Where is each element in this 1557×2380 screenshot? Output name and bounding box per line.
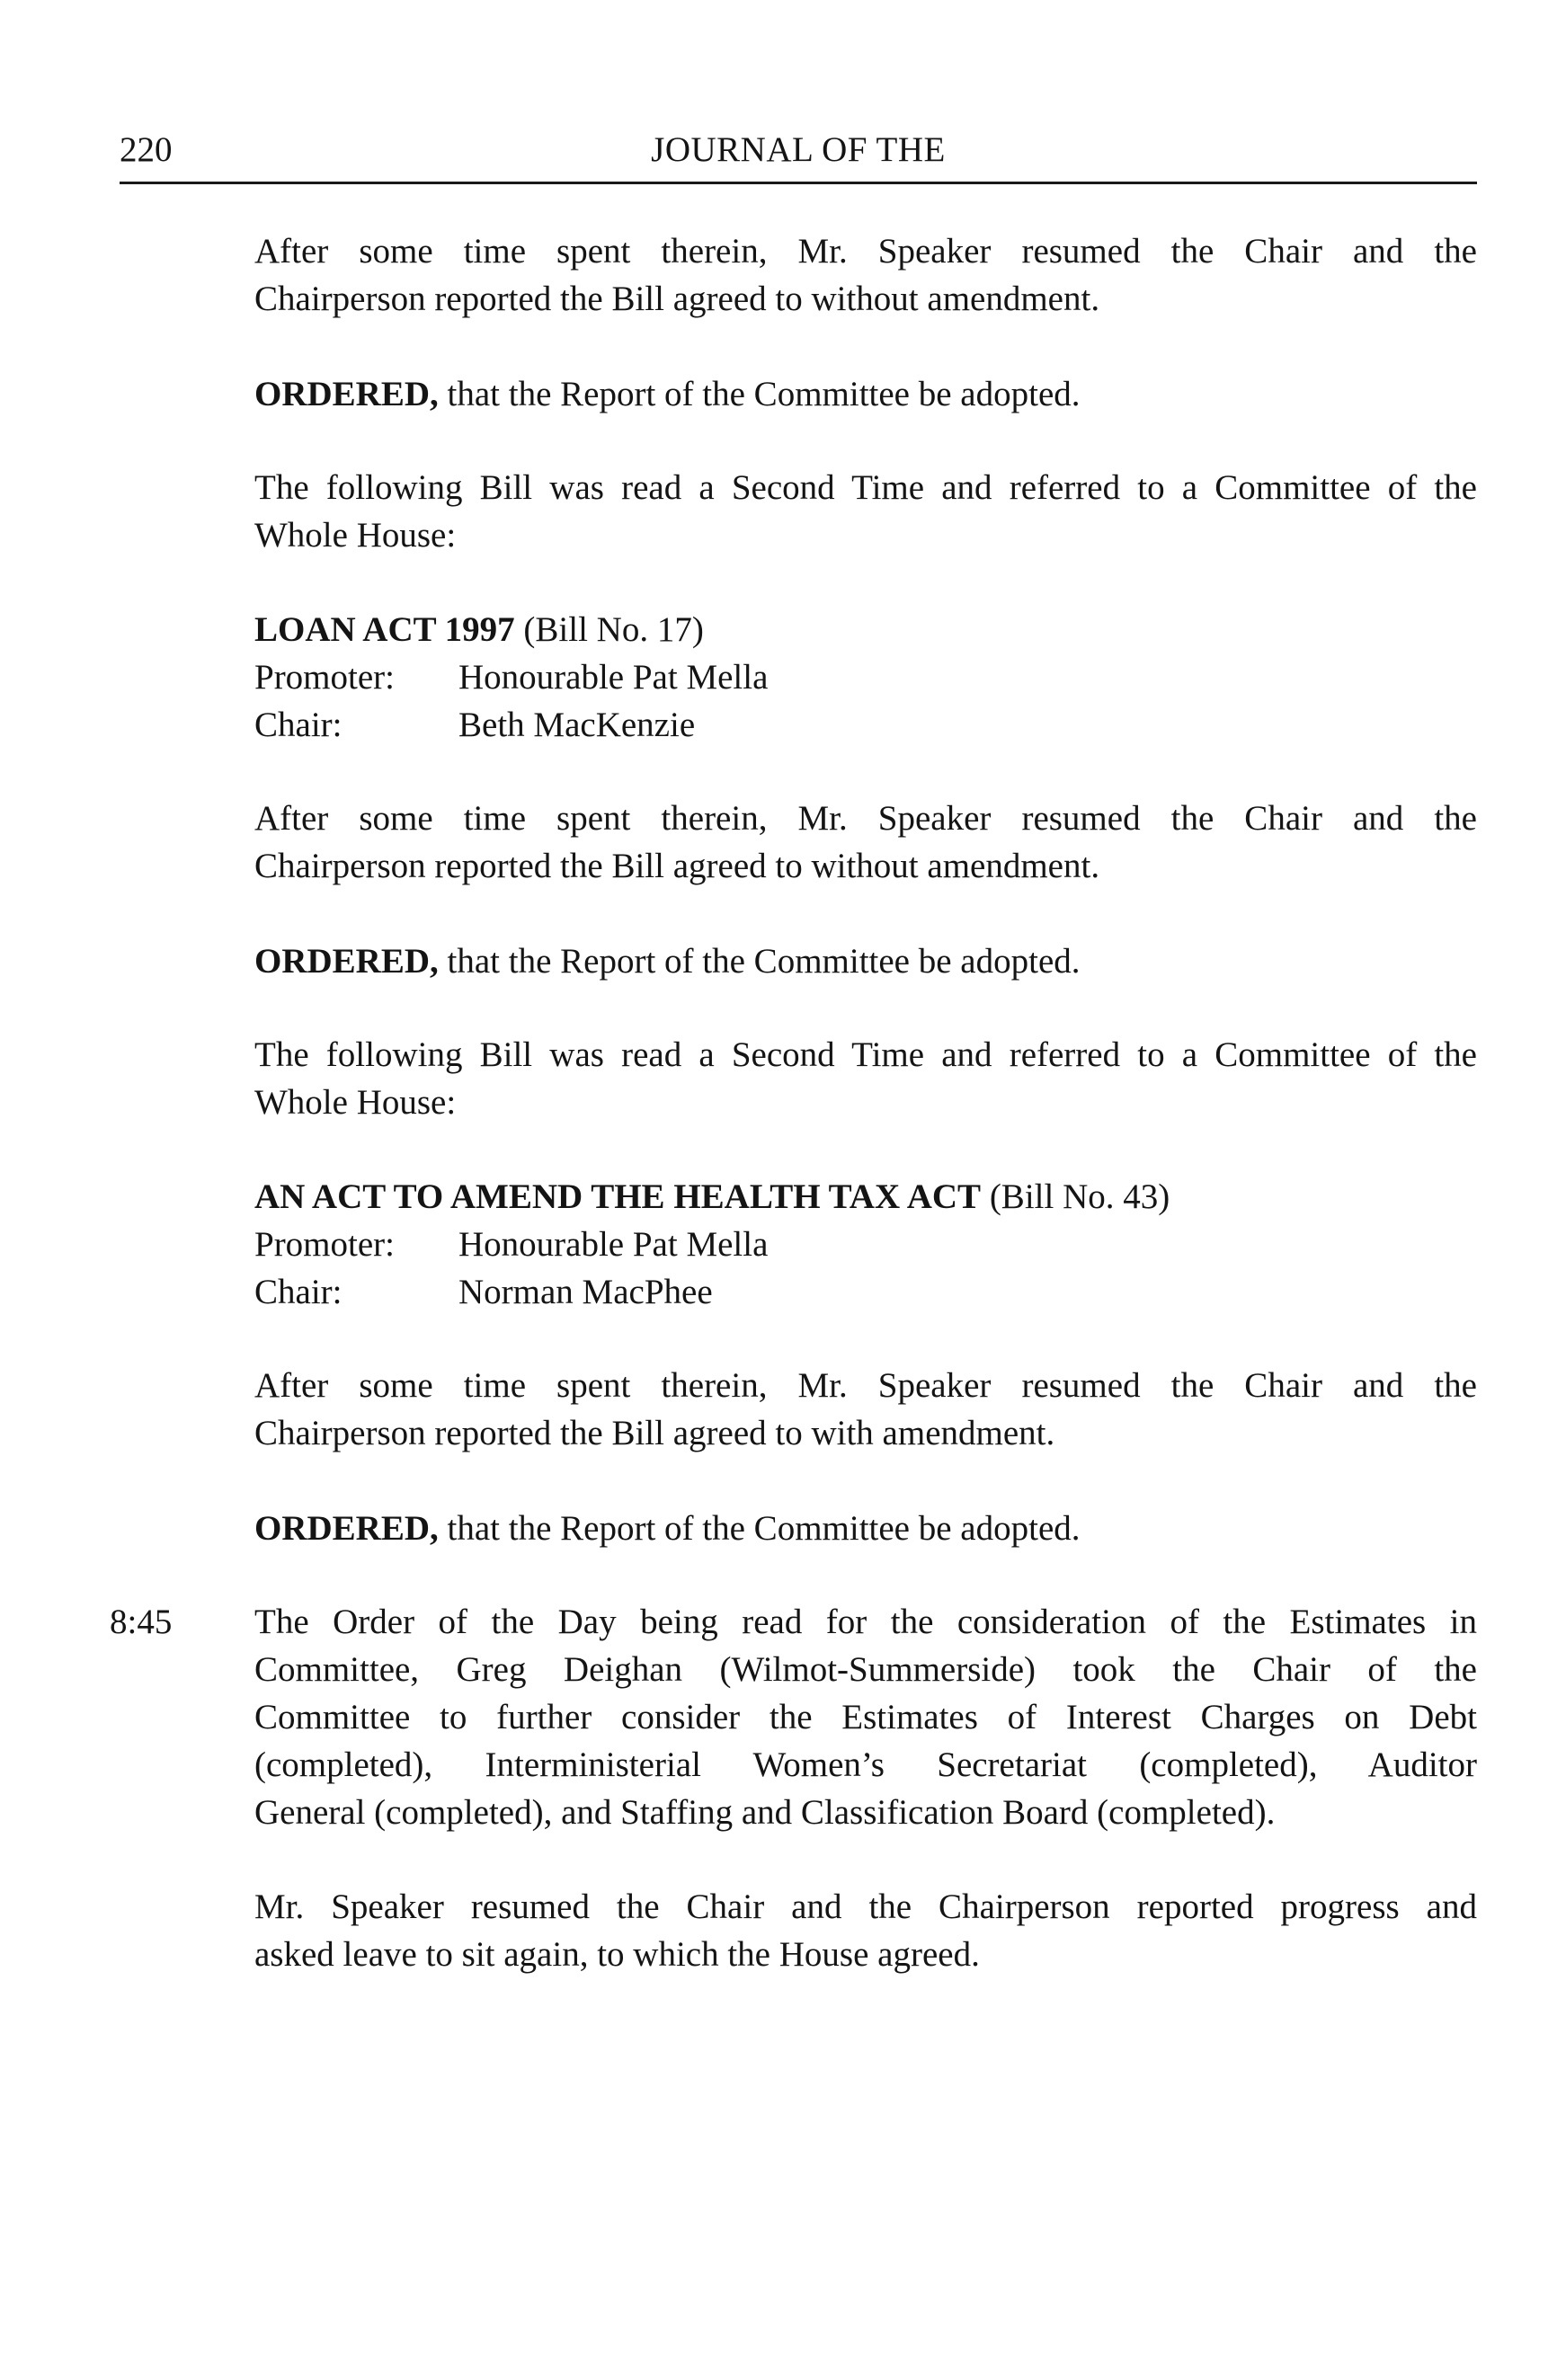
ordered-motion-2 [254, 937, 1477, 985]
text-line: (completed), Interministerial Women’s Secretariat (completed), Auditor [254, 1745, 1477, 1784]
text-line: Committee, Greg Deighan (Wilmot-Summerside) took the Chair of the [254, 1650, 1477, 1689]
chair-label: Chair: [254, 706, 343, 744]
text-line: After some time spent therein, Mr. Speaker resumed the Chair and the [254, 232, 1477, 271]
promoter-label: Promoter: [254, 658, 395, 697]
chair-name: Norman MacPhee [458, 1273, 713, 1311]
bill-number: (Bill No. 43) [981, 1177, 1170, 1216]
ordered-motion-1 [254, 370, 1477, 418]
paragraph-second-reading-2 [254, 1031, 1477, 1126]
promoter-line [254, 653, 1477, 701]
bill-title-line [254, 606, 1477, 653]
running-title: JOURNAL OF THE [651, 130, 946, 169]
page-header [120, 126, 1477, 184]
bill-number: (Bill No. 17) [514, 610, 704, 649]
text-line: Chairperson reported the Bill agreed to without amendment. [254, 847, 1100, 885]
text-line: After some time spent therein, Mr. Speaker resumed the Chair and the [254, 799, 1477, 838]
time-stamp: 8:45 [110, 1603, 173, 1641]
text-line: The following Bill was read a Second Time and referred to a Committee of the [254, 1035, 1477, 1074]
text-line: Whole House: [254, 1083, 457, 1122]
text-line: Committee to further consider the Estimates of Interest Charges on Debt [254, 1698, 1477, 1736]
chair-line [254, 1268, 1477, 1316]
text-line: The following Bill was read a Second Time and referred to a Committee of the [254, 468, 1477, 507]
ordered-motion-3 [254, 1505, 1477, 1552]
paragraph-committee-report-1 [254, 227, 1477, 323]
bill-title: AN ACT TO AMEND THE HEALTH TAX ACT [254, 1177, 982, 1216]
paragraph-estimates [254, 1598, 1477, 1836]
text-line: Chairperson reported the Bill agreed to with amendment. [254, 1414, 1055, 1452]
promoter-name: Honourable Pat Mella [458, 658, 769, 697]
bill-title: LOAN ACT 1997 [254, 610, 515, 649]
paragraph-second-reading-1 [254, 464, 1477, 559]
paragraph-committee-report-3 [254, 1362, 1477, 1457]
paragraph-progress-report [254, 1883, 1477, 1978]
bill-entry-loan-act [254, 606, 1477, 749]
text-line: General (completed), and Staffing and Classification Board (completed). [254, 1793, 1276, 1832]
ordered-keyword: ORDERED, [254, 942, 439, 981]
chair-line [254, 701, 1477, 749]
ordered-text: that the Report of the Committee be adopted. [438, 1509, 1081, 1548]
text-line: asked leave to sit again, to which the House agreed. [254, 1935, 980, 1974]
ordered-text: that the Report of the Committee be adopted. [438, 375, 1081, 413]
text-line: The Order of the Day being read for the consideration of the Estimates in [254, 1603, 1477, 1641]
promoter-label: Promoter: [254, 1225, 395, 1264]
bill-title-line [254, 1173, 1477, 1221]
ordered-keyword: ORDERED, [254, 375, 439, 413]
text-line: Mr. Speaker resumed the Chair and the Chairperson reported progress and [254, 1887, 1477, 1926]
paragraph-committee-report-2 [254, 795, 1477, 890]
bill-entry-health-tax-act [254, 1173, 1477, 1316]
page-number: 220 [120, 130, 173, 169]
promoter-name: Honourable Pat Mella [458, 1225, 769, 1264]
ordered-text: that the Report of the Committee be adopted. [438, 942, 1081, 981]
text-line: Chairperson reported the Bill agreed to without amendment. [254, 280, 1100, 318]
text-line: After some time spent therein, Mr. Speaker resumed the Chair and the [254, 1366, 1477, 1405]
ordered-keyword: ORDERED, [254, 1509, 439, 1548]
text-line: Whole House: [254, 516, 457, 555]
chair-name: Beth MacKenzie [458, 706, 696, 744]
chair-label: Chair: [254, 1273, 343, 1311]
promoter-line [254, 1221, 1477, 1268]
